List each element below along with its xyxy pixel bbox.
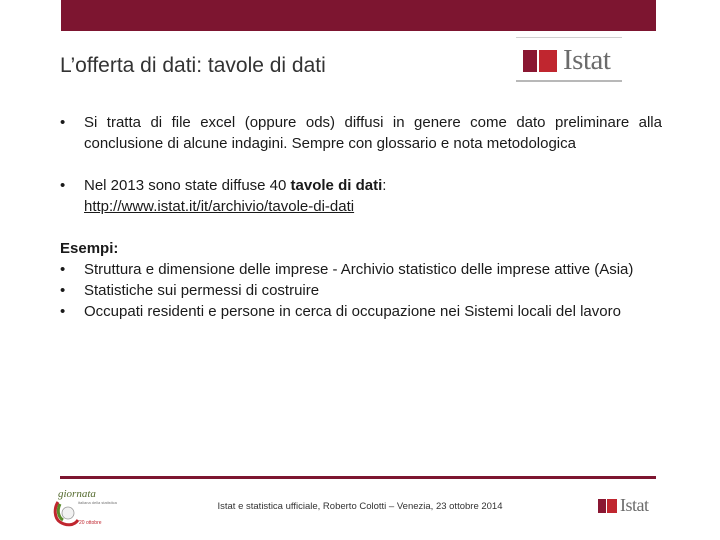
bullet-icon: • <box>60 303 66 320</box>
badge-date: 20 ottobre <box>79 520 102 526</box>
bullet-icon: • <box>60 177 66 194</box>
example-text: Statistiche sui permessi di costruire <box>84 282 320 299</box>
logo-square-dark-icon <box>523 50 537 72</box>
bullet-item <box>60 112 662 154</box>
badge-subtitle: italiana della statistica <box>78 500 117 505</box>
bullet-text-prefix: Nel 2013 sono state diffuse 40 <box>84 177 291 194</box>
examples-heading: Esempi: <box>60 240 119 257</box>
logo-divider-top <box>516 37 622 38</box>
top-banner <box>61 0 656 31</box>
slide-title: L’offerta di dati: tavole di dati <box>60 54 326 77</box>
example-item <box>60 259 662 280</box>
bullet-icon: • <box>60 114 66 131</box>
footer-divider <box>60 476 656 479</box>
bullet-icon: • <box>60 282 66 299</box>
example-text: Struttura e dimensione delle imprese - Archivio statistico delle imprese attive (Asia) <box>84 261 634 278</box>
istat-footer-logo <box>598 495 649 516</box>
bullet-text <box>84 175 662 217</box>
bullet-text-suffix: : <box>382 177 387 194</box>
badge-title: giornata <box>58 488 96 500</box>
slide-body <box>60 112 662 322</box>
logo-wordmark: Istat <box>563 44 611 76</box>
bullet-text: Si tratta di file excel (oppure ods) diffusi in genere come dato preliminare alla conclusione di alcune indagini. Sempre con glossario e nota metodologica <box>84 114 662 152</box>
example-text: Occupati residenti e persone in cerca di occupazione nei Sistemi locali del lavoro <box>84 303 621 320</box>
footer-caption: Istat e statistica ufficiale, Roberto Colotti – Venezia, 23 ottobre 2014 <box>217 501 503 512</box>
tavole-di-dati-link[interactable]: http://www.istat.it/it/archivio/tavole-di-dati <box>84 198 355 215</box>
example-item <box>60 301 662 322</box>
bullet-icon: • <box>60 261 66 278</box>
example-item <box>60 280 662 301</box>
logo-square-red-icon <box>539 50 557 72</box>
logo-square-red-icon <box>607 499 617 513</box>
bullet-text-bold: tavole di dati <box>290 177 383 194</box>
logo-wordmark: Istat <box>620 495 649 515</box>
logo-square-dark-icon <box>598 499 606 513</box>
logo-divider-bottom <box>516 80 622 82</box>
bullet-item <box>60 175 662 217</box>
istat-logo <box>523 44 610 77</box>
